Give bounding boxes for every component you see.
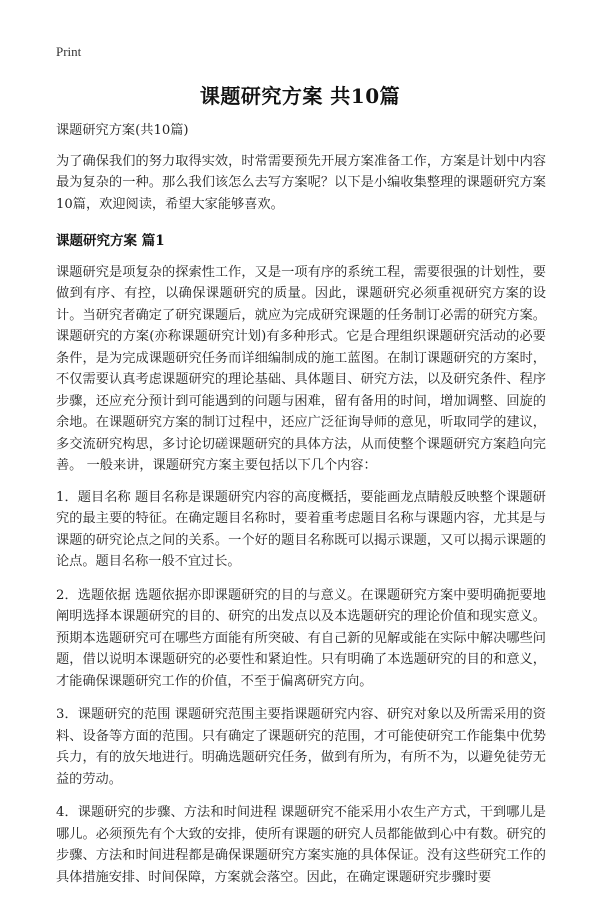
list-item-title-name: 1．题目名称 题目名称是课题研究内容的高度概括，要能画龙点睛般反映整个课题研究的最主要的特征。在确定题目名称时，要着重考虑题目名称与课题内容，尤其是与课题的研究论点之间的关系。一个好的题目名称既可以揭示课题，又可以揭示课题的论点。题目名称一般不宜过长。 (56, 489, 546, 569)
list-item-research-steps: 4．课题研究的步骤、方法和时间进程 课题研究不能采用小农生产方式，干到哪儿是哪儿。必须预先有个大致的安排，使所有课题的研究人员都能做到心中有数。研究的步骤、方法和时间进程都是确保课题研究方案实施的具体保证。没有这些研究工作的具体措施安排、时间保障，方案就会落空。因此，在确定课题研究步骤时要 (56, 805, 546, 885)
document-title: 课题研究方案 共10篇 (199, 84, 401, 108)
document-subtitle: 课题研究方案(共10篇) (56, 123, 189, 138)
list-item-topic-basis: 2．选题依据 选题依据亦即课题研究的目的与意义。在课题研究方案中要明确扼要地阐明选择本课题研究的目的、研究的出发点以及本选题研究的理论价值和现实意义。预期本选题研究可在哪些方面能有所突破、有自己新的见解或能在实际中解决哪些问题，借以说明本课题研究的必要性和紧迫性。只有明确了本选题研究的目的和意义，才能确保课题研究工作的价值，不至于偏离研究方向。 (56, 587, 546, 689)
section-heading: 课题研究方案 篇1 (56, 233, 165, 249)
intro-paragraph: 为了确保我们的努力取得实效，时常需要预先开展方案准备工作，方案是计划中内容最为复杂的一种。那么我们该怎么去写方案呢？以下是小编收集整理的课题研究方案10篇，欢迎阅读，希望大家能够喜欢。 (56, 153, 546, 212)
document-body (56, 120, 546, 900)
section-paragraph: 课题研究是项复杂的探索性工作，又是一项有序的系统工程，需要很强的计划性，要做到有序、有控，以确保课题研究的质量。因此，课题研究必须重视研究方案的设计。当研究者确定了研究课题后，就应为完成研究课题的任务制订必需的研究方案。课题研究的方案(亦称课题研究计划)有多种形式。它是合理组织课题研究活动的必要条件，是为完成课题研究任务而详细编制成的施工蓝图。在制订课题研究的方案时，不仅需要认真考虑课题研究的理论基础、具体题目、研究方法，以及研究条件、程序步骤，还应充分预计到可能遇到的问题与困难，留有备用的时间，增加调整、回旋的余地。在课题研究方案的制订过程中，还应广泛征询导师的意见，听取同学的建议，多交流研究构思，多讨论切磋课题研究的具体方法，从而使整个课题研究方案趋向完善。 一般来讲，课题研究方案主要包括以下几个内容： (56, 264, 546, 473)
list-item-research-scope: 3．课题研究的范围 课题研究范围主要指课题研究内容、研究对象以及所需采用的资料、设备等方面的范围。只有确定了课题研究的范围，才可能使研究工作能集中优势兵力，有的放矢地进行。明确选题研究任务，做到有所为，有所不为，以避免徒劳无益的劳动。 (56, 707, 546, 787)
print-link[interactable]: Print (56, 44, 82, 59)
